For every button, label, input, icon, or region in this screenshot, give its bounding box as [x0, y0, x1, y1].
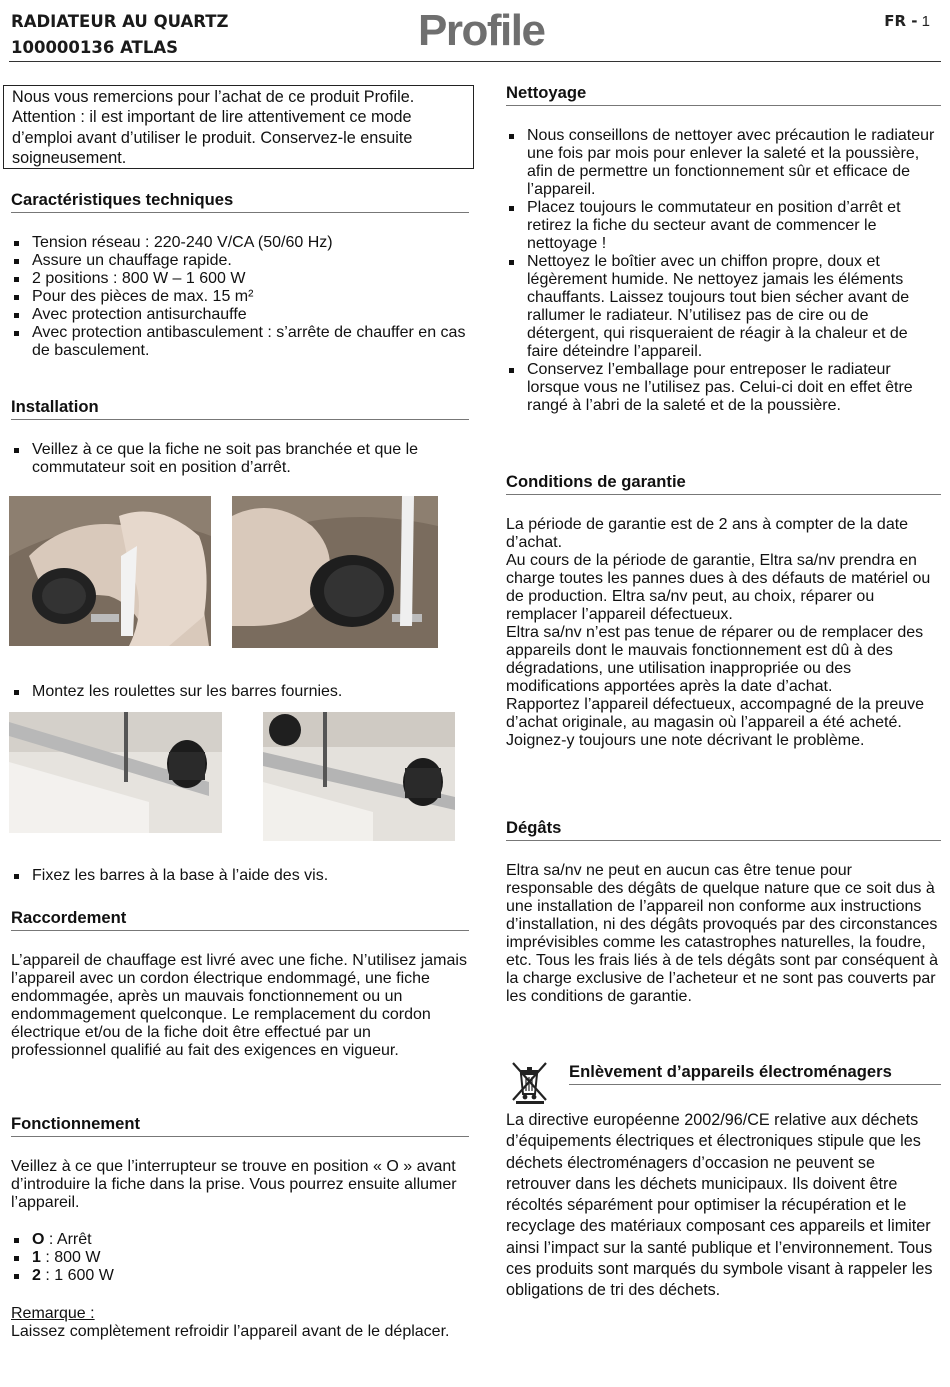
nettoyage-list	[506, 127, 941, 415]
page-number-value: 1	[921, 13, 930, 30]
installation-title: Installation	[11, 397, 469, 420]
position-key: 2	[32, 1267, 41, 1284]
note-label: Remarque :	[11, 1305, 95, 1322]
title-line-1: RADIATEUR AU QUARTZ	[11, 12, 229, 31]
list-item: Tension réseau : 220-240 V/CA (50/60 Hz)	[11, 234, 469, 252]
degats-section	[506, 818, 941, 1006]
document-title	[11, 9, 228, 61]
garantie-body	[506, 516, 941, 750]
enlevement-section	[506, 1110, 941, 1302]
garantie-paragraph: Rapportez l’appareil défectueux, accompagné de la preuve d’achat originale, au magasin où l’appareil a été acheté.	[506, 696, 925, 731]
list-item: Avec protection antibasculement : s’arrête de chauffer en cas de basculement.	[11, 324, 469, 360]
photo-wheel-insert-1	[9, 496, 211, 646]
list-item: Avec protection antisurchauffe	[11, 306, 469, 324]
degats-text: Eltra sa/nv ne peut en aucun cas être tenue pour responsable des dégâts de quelque nature que ce soit dus à une installation de l’appareil non conforme aux instructions d’installation, ni des dégâts provoqués par des circonstances imprévisibles comme les catastrophes naturelles, la foudre, etc. Tous les frais liés à de tels dégâts sont par conséquent à la charge exclusive de l’acheteur et ne sont pas couverts par les conditions de garantie.	[506, 862, 938, 1005]
note-text: Laissez complètement refroidir l’appareil avant de le déplacer.	[11, 1323, 450, 1340]
fonctionnement-text: Veillez à ce que l’interrupteur se trouve en position « O » avant d’introduire la fiche dans la prise. Vous pourrez ensuite allumer l’appareil.	[11, 1158, 457, 1211]
garantie-paragraph: Joignez-y toujours une note décrivant le problème.	[506, 732, 865, 749]
position-value: : 1 600 W	[40, 1267, 114, 1284]
position-key: O	[32, 1231, 45, 1248]
page-number	[884, 12, 930, 30]
specs-section	[11, 190, 469, 360]
list-item: Nous conseillons de nettoyer avec précaution le radiateur une fois par mois pour enlever la saleté et la poussière, afin de permettre un fonctionnement sûr et efficace de l’appareil.	[506, 127, 941, 199]
position-value: : Arrêt	[44, 1231, 92, 1248]
photo-wheel-insert-2	[232, 496, 438, 648]
installation-step-3	[11, 867, 469, 885]
list-item	[11, 1231, 469, 1249]
list-item: Conservez l’emballage pour entreposer le radiateur lorsque vous ne l’utilisez pas. Celui-ci doit en effet être rangé à l’abri de la saleté et de la poussière.	[506, 361, 941, 415]
installation-step-2	[11, 683, 469, 701]
list-item: Montez les roulettes sur les barres fournies.	[11, 683, 469, 701]
garantie-paragraph: La période de garantie est de 2 ans à compter de la date d’achat.	[506, 516, 909, 551]
raccordement-section	[11, 908, 469, 1060]
title-line-2: 100000136 ATLAS	[11, 38, 178, 57]
garantie-paragraph: Eltra sa/nv n’est pas tenue de réparer ou de remplacer des appareils dont le mauvais fonctionnement est dû à des dégradations, une utilisation inappropriée ou des modifications apportées après la date d’achat.	[506, 624, 924, 695]
page-prefix: FR -	[884, 12, 918, 30]
intro-box: Nous vous remercions pour l’achat de ce produit Profile. Attention : il est important de lire attentivement ce mode d’emploi avant d’utiliser le produit. Conservez-le ensuite soigneusement.	[3, 85, 474, 169]
list-item	[11, 1249, 469, 1267]
list-item	[11, 1267, 469, 1285]
specs-title: Caractéristiques techniques	[11, 190, 469, 213]
raccordement-title: Raccordement	[11, 908, 469, 931]
list-item: Veillez à ce que la fiche ne soit pas branchée et que le commutateur soit en position d’arrêt.	[11, 441, 469, 477]
nettoyage-title: Nettoyage	[506, 83, 941, 106]
weee-bin-icon	[510, 1060, 550, 1104]
position-value: : 800 W	[40, 1249, 101, 1266]
specs-list	[11, 234, 469, 360]
list-item: Pour des pièces de max. 15 m²	[11, 288, 469, 306]
header-divider	[9, 61, 941, 62]
fonctionnement-section	[11, 1114, 469, 1341]
brand-logo: Profile	[418, 6, 545, 55]
degats-title: Dégâts	[506, 818, 941, 841]
photo-bar-screw-2	[263, 712, 455, 841]
garantie-paragraph: Au cours de la période de garantie, Eltra sa/nv prendra en charge toutes les pannes dues à des défauts de matériel ou de production. Eltra sa/nv peut, au choix, réparer ou remplacer l’appareil défectueux.	[506, 552, 931, 623]
positions-list	[11, 1231, 469, 1285]
page-header	[0, 0, 950, 62]
list-item: Fixez les barres à la base à l’aide des vis.	[11, 867, 469, 885]
enlevement-text: La directive européenne 2002/96/CE relative aux déchets d’équipements électriques et électroniques stipule que les déchets électroménagers d’occasion ne peuvent se retrouver dans les déchets municipaux. Ils doivent être récoltés séparément pour optimiser la récupération et le recyclage des matériaux composant ces appareils et limiter ainsi l’impact sur la santé publique et l’environnement. Tous ces produits sont marqués du symbole visant à rappeler les obligations de tri des déchets.	[506, 1111, 933, 1300]
enlevement-heading	[569, 1062, 941, 1085]
list-item: Assure un chauffage rapide.	[11, 252, 469, 270]
enlevement-title: Enlèvement d’appareils électroménagers	[569, 1062, 941, 1085]
installation-step-1	[11, 441, 469, 477]
position-key: 1	[32, 1249, 41, 1266]
list-item: 2 positions : 800 W – 1 600 W	[11, 270, 469, 288]
nettoyage-section	[506, 83, 941, 415]
fonctionnement-title: Fonctionnement	[11, 1114, 469, 1137]
raccordement-text: L’appareil de chauffage est livré avec une fiche. N’utilisez jamais l’appareil avec un cordon électrique endommagé, une fiche endommagée, après un mauvais fonctionnement ou un endommagement quelconque. Le remplacement du cordon électrique et/ou de la fiche doit être effectué par un professionnel qualifié au fait des exigences en vigueur.	[11, 952, 467, 1059]
photo-bar-screw-1	[9, 712, 222, 833]
garantie-section	[506, 472, 941, 750]
installation-section	[11, 397, 469, 477]
garantie-title: Conditions de garantie	[506, 472, 941, 495]
list-item: Placez toujours le commutateur en position d’arrêt et retirez la fiche du secteur avant de commencer le nettoyage !	[506, 199, 941, 253]
list-item: Nettoyez le boîtier avec un chiffon propre, doux et légèrement humide. Ne nettoyez jamais les éléments chauffants. Laissez toujours tout bien sécher avant de rallumer le radiateur. N’utilisez pas de cire ou de détergent, qui risqueraient de réagir à la chaleur et de faire déteindre l’appareil.	[506, 253, 941, 361]
